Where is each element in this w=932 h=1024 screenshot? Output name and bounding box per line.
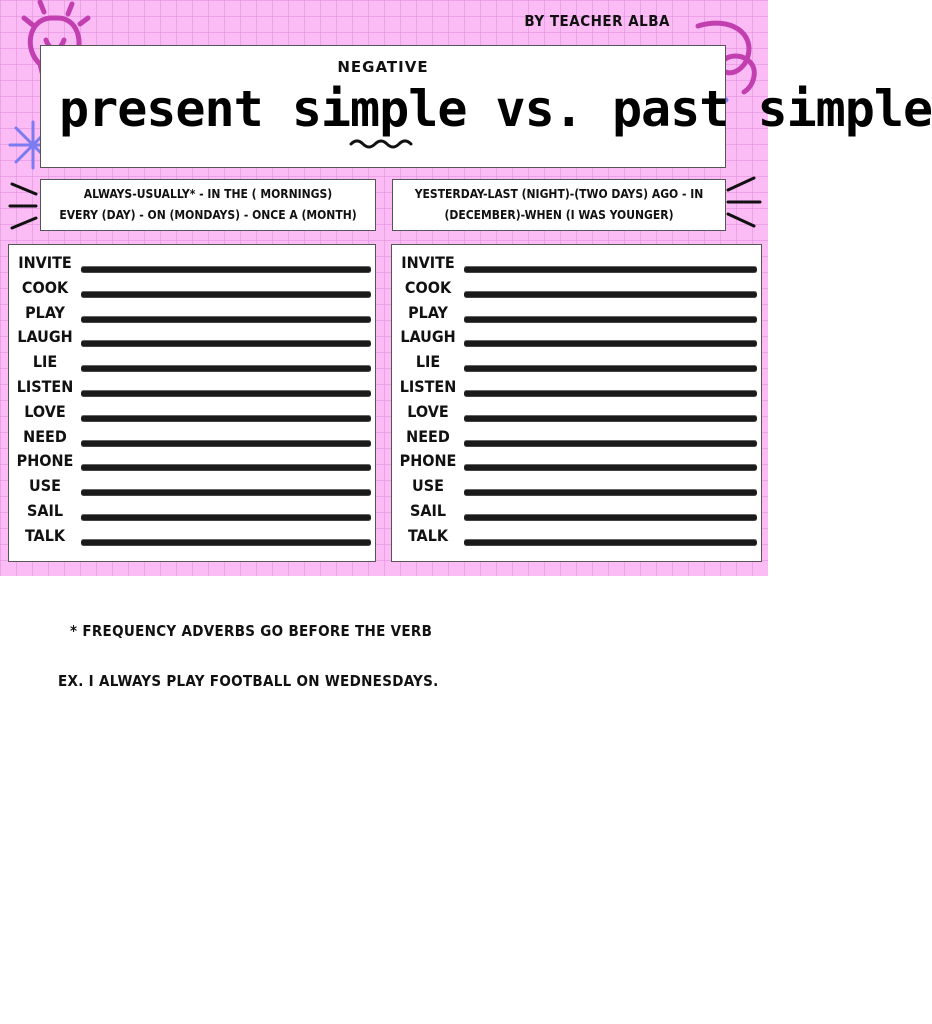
present-keywords-box [40, 179, 376, 231]
verb-row [9, 526, 375, 550]
present-keywords-line1: ALWAYS-USUALLY* - IN THE ( MORNINGS) [83, 187, 333, 201]
title-card [40, 45, 932, 168]
answer-line[interactable] [464, 540, 757, 545]
verb-row [9, 377, 375, 401]
frequency-note: * FREQUENCY ADVERBS GO BEFORE THE VERB [70, 622, 433, 640]
answer-line[interactable] [81, 317, 371, 322]
answer-line[interactable] [464, 267, 757, 272]
verb-row [392, 427, 761, 451]
verb-row [9, 253, 375, 277]
verb-label: LISTEN [16, 377, 74, 396]
verb-row [392, 476, 761, 500]
verb-row [9, 352, 375, 376]
verb-row [9, 402, 375, 426]
present-keywords-line2: EVERY (DAY) - ON (MONDAYS) - ONCE A (MONTH) [59, 208, 357, 222]
verb-row [392, 402, 761, 426]
verb-label: INVITE [18, 253, 72, 272]
verb-label: LOVE [24, 401, 66, 421]
verb-row [392, 327, 761, 351]
answer-line[interactable] [464, 515, 757, 520]
verb-label: TALK [24, 525, 66, 545]
verb-label: LIE [415, 352, 441, 372]
section-label: NEGATIVE [337, 58, 429, 76]
answer-line[interactable] [81, 441, 371, 446]
verb-row [9, 278, 375, 302]
verb-label: PHONE [16, 451, 74, 471]
answer-line[interactable] [464, 391, 757, 396]
past-keywords-line1: YESTERDAY-LAST (NIGHT)-(TWO DAYS) AGO - IN [414, 187, 704, 201]
past-simple-panel [391, 244, 762, 562]
answer-line[interactable] [464, 317, 757, 322]
verb-label: LAUGH [17, 327, 73, 347]
squiggle-underline-icon [349, 136, 419, 150]
verb-row [392, 377, 761, 401]
verb-row [9, 303, 375, 327]
answer-line[interactable] [464, 465, 757, 470]
verb-label: SAIL [26, 501, 64, 520]
verb-label: LISTEN [399, 377, 457, 396]
verb-label: NEED [406, 426, 450, 446]
verb-label: NEED [23, 426, 67, 446]
answer-line[interactable] [81, 341, 371, 346]
present-simple-panel [8, 244, 376, 562]
answer-line[interactable] [464, 341, 757, 346]
answer-line[interactable] [81, 391, 371, 396]
verb-label: PLAY [25, 302, 65, 322]
verb-label: PHONE [399, 451, 457, 471]
verb-label: INVITE [401, 253, 455, 272]
verb-label: USE [29, 476, 61, 496]
answer-line[interactable] [81, 490, 371, 495]
verb-row [9, 427, 375, 451]
answer-line[interactable] [464, 366, 757, 371]
verb-row [392, 253, 761, 277]
verb-label: PLAY [408, 302, 448, 322]
verb-label: USE [412, 476, 444, 496]
past-keywords-line2: (DECEMBER)-WHEN (I WAS YOUNGER) [444, 208, 674, 222]
answer-line[interactable] [464, 292, 757, 297]
verb-row [392, 303, 761, 327]
burst-lines-icon [6, 180, 42, 232]
answer-line[interactable] [81, 292, 371, 297]
verb-row [392, 352, 761, 376]
answer-line[interactable] [81, 540, 371, 545]
answer-line[interactable] [464, 490, 757, 495]
verb-label: COOK [21, 277, 69, 297]
verb-label: SAIL [409, 501, 447, 520]
example-sentence: EX. I ALWAYS PLAY FOOTBALL ON WEDNESDAYS. [58, 672, 439, 690]
verb-label: COOK [404, 277, 452, 297]
answer-line[interactable] [81, 267, 371, 272]
verb-row [9, 451, 375, 475]
verb-row [392, 451, 761, 475]
answer-line[interactable] [464, 416, 757, 421]
answer-line[interactable] [81, 416, 371, 421]
verb-row [9, 327, 375, 351]
verb-label: TALK [407, 525, 449, 545]
burst-lines-icon [724, 174, 764, 230]
verb-label: LIE [32, 352, 58, 372]
past-keywords-box [392, 179, 726, 231]
author-credit: BY TEACHER ALBA [524, 12, 670, 30]
verb-label: LAUGH [400, 327, 456, 347]
answer-line[interactable] [464, 441, 757, 446]
verb-row [9, 501, 375, 525]
answer-line[interactable] [81, 366, 371, 371]
verb-row [9, 476, 375, 500]
answer-line[interactable] [81, 515, 371, 520]
verb-row [392, 278, 761, 302]
verb-row [392, 526, 761, 550]
answer-line[interactable] [81, 465, 371, 470]
verb-label: LOVE [407, 401, 449, 421]
page-title: present simple vs. past simple [59, 80, 932, 138]
verb-row [392, 501, 761, 525]
